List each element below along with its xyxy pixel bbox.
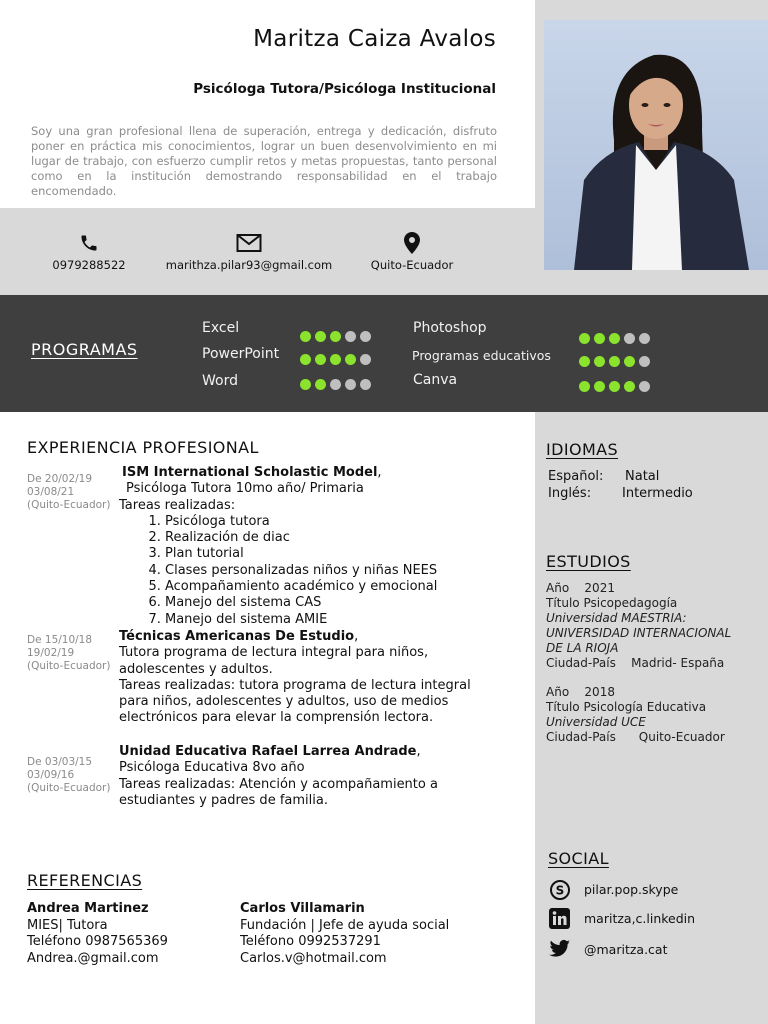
- skills-band: [0, 295, 768, 412]
- job-date: [27, 473, 110, 512]
- job-place: (Quito-Ecuador): [27, 499, 111, 511]
- contact-location: [360, 208, 464, 272]
- skill-label: Word: [202, 373, 238, 389]
- city-label: Ciudad-País: [546, 730, 616, 744]
- task-item: 2. Realización de diac: [165, 530, 479, 546]
- degree: Título Psicología Educativa: [546, 700, 707, 714]
- rating-dot-filled: [594, 381, 605, 392]
- degree: Título Psicopedagogía: [546, 596, 678, 610]
- rating-dot-empty: [360, 354, 371, 365]
- rating-dot-filled: [330, 354, 341, 365]
- phone-number: 0979288522: [52, 258, 126, 272]
- experience-title: EXPERIENCIA PROFESIONAL: [27, 438, 259, 457]
- job-date: [27, 756, 110, 795]
- city: Quito-Ecuador: [638, 730, 725, 744]
- contact-phone: [44, 208, 134, 272]
- task-item: 7. Manejo del sistema AMIE: [165, 612, 479, 628]
- job-place: (Quito-Ecuador): [27, 660, 111, 672]
- studies-title: ESTUDIOS: [546, 552, 631, 571]
- twitter-handle[interactable]: @maritza.cat: [584, 942, 668, 957]
- rating-dot-filled: [579, 381, 590, 392]
- references-title: REFERENCIAS: [27, 871, 143, 890]
- rating-dot-filled: [315, 354, 326, 365]
- skype-icon: [549, 879, 571, 901]
- social-title: SOCIAL: [548, 849, 609, 868]
- language-level: Natal: [625, 469, 660, 484]
- rating-dot-empty: [639, 333, 650, 344]
- year-label: Año: [546, 581, 570, 595]
- skill-dots: [300, 375, 375, 387]
- rating-dot-empty: [345, 379, 356, 390]
- reference-org: MIES| Tutora: [27, 917, 108, 933]
- svg-text:S: S: [555, 883, 565, 898]
- year-label: Año: [546, 685, 570, 699]
- rating-dot-filled: [594, 333, 605, 344]
- skills-title: PROGRAMAS: [31, 340, 138, 359]
- skill-label: Photoshop: [413, 320, 487, 336]
- study-entry: [546, 581, 746, 671]
- rating-dot-filled: [345, 354, 356, 365]
- rating-dot-filled: [609, 356, 620, 367]
- linkedin-handle[interactable]: maritza,c.linkedin: [584, 911, 696, 926]
- tasks-text: Tareas realizadas: tutora programa de lectura integral para niños, adolescentes y adultos, uso de medios electrónicos para elevar la comprensión lectora.: [119, 677, 471, 726]
- city: Madrid- España: [631, 656, 725, 670]
- skill-dots: [579, 329, 654, 341]
- date-from: De 20/02/19: [27, 473, 93, 485]
- date-to: 03/09/16: [27, 769, 75, 781]
- job-title: Psicóloga Tutora/Psicóloga Institucional: [193, 81, 496, 97]
- task-item: 1. Psicóloga tutora: [165, 514, 479, 530]
- languages-title: IDIOMAS: [546, 440, 619, 459]
- date-from: De 15/10/18: [27, 634, 93, 646]
- university-line: Universidad UCE: [546, 715, 646, 729]
- rating-dot-empty: [360, 331, 371, 342]
- task-item: 3. Plan tutorial: [165, 546, 479, 562]
- rating-dot-filled: [300, 331, 311, 342]
- skill-label: PowerPoint: [202, 346, 280, 362]
- job-entry: ISM International Scholastic Model, Psicóloga Tutora 10mo año/ Primaria Tareas realizadas: 1. Psicóloga tutora 2. Realización de diac 3. Plan tutorial 4. Clases personalizadas niños y niñas NEES 5. Acompañamiento académico y emocional 6. Manejo del sistema CAS 7. Manejo del sistema AMIE: [119, 465, 479, 628]
- date-to: 03/08/21: [27, 486, 75, 498]
- reference-card: [240, 901, 449, 967]
- rating-dot-empty: [639, 381, 650, 392]
- rating-dot-filled: [579, 356, 590, 367]
- email-address[interactable]: marithza.pilar93@gmail.com: [165, 258, 333, 272]
- rating-dot-filled: [315, 331, 326, 342]
- university-line: Universidad MAESTRIA:: [546, 611, 687, 625]
- job-entry: Unidad Educativa Rafael Larrea Andrade, Psicóloga Educativa 8vo año Tareas realizadas: Atención y acompañamiento a estudiantes y padres de familia.: [119, 744, 479, 809]
- language-name: Inglés:: [548, 486, 592, 501]
- rating-dot-empty: [330, 379, 341, 390]
- rating-dot-empty: [345, 331, 356, 342]
- skill-label: Programas educativos: [412, 348, 551, 363]
- reference-name: Andrea Martinez: [27, 901, 149, 916]
- profile-photo: [544, 20, 768, 270]
- language-name: Español:: [548, 469, 604, 484]
- reference-email[interactable]: Andrea.@gmail.com: [27, 950, 159, 966]
- company-name: ISM International Scholastic Model: [122, 465, 378, 480]
- date-to: 19/02/19: [27, 647, 75, 659]
- rating-dot-filled: [594, 356, 605, 367]
- rating-dot-empty: [639, 356, 650, 367]
- task-list: [119, 514, 479, 628]
- contact-band: [0, 208, 540, 295]
- linkedin-icon: [549, 908, 570, 929]
- twitter-icon: [549, 939, 571, 959]
- company-name: Técnicas Americanas De Estudio: [119, 629, 355, 644]
- profile-summary: Soy una gran profesional llena de superación, entrega y dedicación, disfruto poner en práctica mis conocimientos, lograr un buen desenvolvimiento en mi lugar de trabajo, con esfuerzo cumplir retos y metas propuestas, tanto personal como en la institución demostrando responsabilidad en el trabajo encomendado.: [31, 124, 497, 198]
- rating-dot-filled: [315, 379, 326, 390]
- university-name: UNIVERSIDAD INTERNACIONAL DE LA RIOJA: [546, 626, 732, 655]
- skill-dots: [300, 350, 375, 362]
- date-from: De 03/03/15: [27, 756, 93, 768]
- reference-phone: Teléfono 0992537291: [240, 934, 381, 949]
- city-label: Ciudad-País: [546, 656, 616, 670]
- job-entry: Técnicas Americanas De Estudio, Tutora programa de lectura integral para niños, adolescentes y adultos. Tareas realizadas: tutora programa de lectura integral para niños, adolescentes y adultos, uso de medios electrónicos para elevar la comprensión lectora.: [119, 629, 479, 727]
- rating-dot-filled: [609, 381, 620, 392]
- rating-dot-empty: [360, 379, 371, 390]
- rating-dot-filled: [300, 354, 311, 365]
- company-name: Unidad Educativa Rafael Larrea Andrade: [119, 744, 417, 759]
- rating-dot-filled: [579, 333, 590, 344]
- skill-dots: [300, 327, 375, 339]
- reference-card: [27, 901, 168, 967]
- reference-email[interactable]: Carlos.v@hotmail.com: [240, 950, 387, 966]
- reference-org: Fundación | Jefe de ayuda social: [240, 917, 450, 933]
- person-name: Maritza Caiza Avalos: [253, 26, 496, 52]
- language-level: Intermedio: [622, 486, 693, 501]
- phone-icon: [79, 232, 99, 254]
- study-entry: [546, 685, 746, 745]
- skype-handle[interactable]: pilar.pop.skype: [584, 882, 679, 897]
- skill-dots: [579, 352, 654, 364]
- job-place: (Quito-Ecuador): [27, 782, 111, 794]
- location-pin-icon: [404, 232, 420, 254]
- year: 2018: [584, 685, 615, 699]
- reference-phone: Teléfono 0987565369: [27, 934, 168, 949]
- job-role: Psicóloga Tutora 10mo año/ Primaria: [126, 481, 364, 497]
- mail-icon: [236, 232, 262, 254]
- contact-email[interactable]: [158, 208, 340, 272]
- rating-dot-filled: [609, 333, 620, 344]
- task-item: 5. Acompañamiento académico y emocional: [165, 579, 479, 595]
- rating-dot-filled: [330, 331, 341, 342]
- task-item: 6. Manejo del sistema CAS: [165, 595, 479, 611]
- job-date: [27, 634, 110, 673]
- rating-dot-filled: [624, 381, 635, 392]
- job-role: Psicóloga Educativa 8vo año: [119, 760, 305, 776]
- location-text: Quito-Ecuador: [370, 258, 454, 272]
- rating-dot-filled: [624, 356, 635, 367]
- job-role: Tutora programa de lectura integral para niños, adolescentes y adultos.: [119, 645, 429, 677]
- skill-label: Excel: [202, 320, 240, 336]
- rating-dot-empty: [624, 333, 635, 344]
- year: 2021: [584, 581, 615, 595]
- tasks-text: Tareas realizadas: Atención y acompañamiento a estudiantes y padres de familia.: [119, 776, 438, 808]
- skill-dots: [579, 377, 654, 389]
- skill-label: Canva: [413, 372, 458, 388]
- task-item: 4. Clases personalizadas niños y niñas NEES: [165, 563, 479, 579]
- rating-dot-filled: [300, 379, 311, 390]
- reference-name: Carlos Villamarin: [240, 901, 365, 916]
- tasks-label: Tareas realizadas:: [119, 497, 236, 513]
